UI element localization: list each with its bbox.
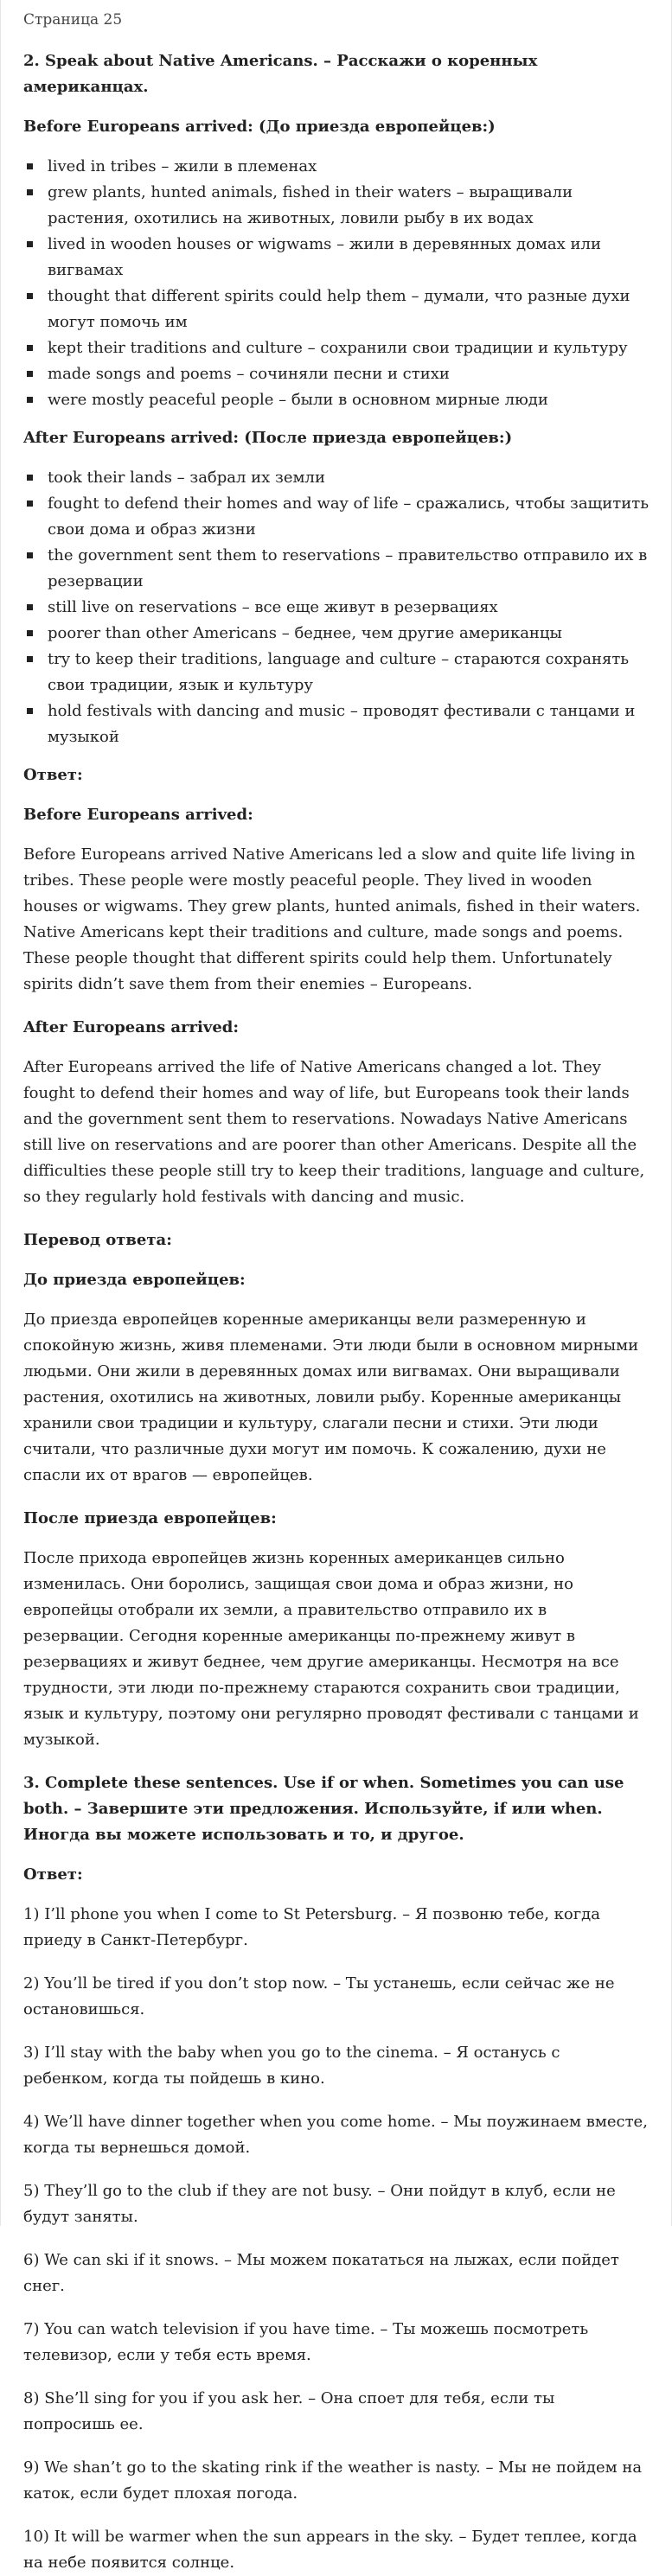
sentence-item: 2) You’ll be tired if you don’t stop now. – Ты устанешь, если сейчас же не остановишься.: [23, 1974, 615, 2018]
list-item: still live on reservations – все еще живут в резервациях: [48, 595, 649, 621]
list-item: kept their traditions and culture – сохранили свои традиции и культуру: [48, 335, 649, 361]
list-item: grew plants, hunted animals, fished in their waters – выращивали растения, охотились на животных, ловили рыбу в их водах: [48, 180, 649, 232]
list-item: the government sent them to reservations – правительство отправило их в резервации: [48, 543, 649, 595]
answer-after-heading: After Europeans arrived:: [23, 1018, 240, 1036]
translation-before-paragraph: До приезда европейцев коренные американцы вели размеренную и спокойную жизнь, живя племенами. Эти люди были в основном мирными людьми. Они жили в деревянных домах или вигвамах. Они выращивали растения, охотились на животных, ловили рыбу. Коренные американцы хранили свои традиции и культуру, слагали песни и стихи. Эти люди считали, что различные духи могут им помочь. К сожалению, духи не спасли их от врагов — европейцев.: [23, 1310, 639, 1484]
list-item: took their lands – забрал их земли: [48, 465, 649, 491]
list-item: lived in tribes – жили в племенах: [48, 154, 649, 180]
before-list: [23, 154, 649, 413]
answer-before-heading: Before Europeans arrived:: [23, 806, 253, 824]
answer-label: Ответ:: [23, 766, 83, 784]
task2-heading: 2. Speak about Native Americans. – Расскажи о коренных американцах.: [23, 52, 538, 96]
answer-before-paragraph: Before Europeans arrived Native Americans led a slow and quite life living in tribes. These people were mostly peaceful people. They lived in wooden houses or wigwams. They grew plants, hunted animals, fished in their waters. Native Americans kept their traditions and culture, made songs and poems. These people thought that different spirits could help them. Unfortunately spirits didn’t save them from their enemies – Europeans.: [23, 845, 641, 993]
answer-after-paragraph: After Europeans arrived the life of Native Americans changed a lot. They fought to defend their homes and way of life, but Europeans took their lands and the government sent them to reservations. Nowadays Native Americans still live on reservations and are poorer than other Americans. Despite all the difficulties these people still try to keep their traditions, language and culture, so they regularly hold festivals with dancing and music.: [23, 1058, 645, 1206]
translation-before-heading: До приезда европейцев:: [23, 1271, 246, 1289]
translation-after-heading: После приезда европейцев:: [23, 1509, 277, 1527]
sentence-item: 6) We can ski if it snows. – Мы можем покататься на лыжах, если пойдет снег.: [23, 2251, 619, 2295]
list-item: hold festivals with dancing and music – проводят фестивали с танцами и музыкой: [48, 698, 649, 750]
sentence-item: 4) We’ll have dinner together when you come home. – Мы поужинаем вместе, когда ты вернешься домой.: [23, 2113, 648, 2157]
sentence-item: 5) They’ll go to the club if they are not busy. – Они пойдут в клуб, если не будут заняты.: [23, 2182, 616, 2226]
sentence-item: 7) You can watch television if you have time. – Ты можешь посмотреть телевизор, если у тебя есть время.: [23, 2320, 589, 2364]
list-item: lived in wooden houses or wigwams – жили в деревянных домах или вигвамах: [48, 232, 649, 284]
task3-answer-label: Ответ:: [23, 1865, 83, 1884]
page-number: Страница 25: [23, 11, 123, 29]
after-list: [23, 465, 649, 750]
sentence-item: 8) She’ll sing for you if you ask her. – Она споет для тебя, если ты попросишь ее.: [23, 2389, 555, 2433]
list-item: try to keep their traditions, language and culture – стараются сохранять свои традиции, язык и культуру: [48, 647, 649, 698]
list-item: were mostly peaceful people – были в основном мирные люди: [48, 387, 649, 413]
list-item: poorer than other Americans – беднее, чем другие американцы: [48, 621, 649, 647]
list-item: made songs and poems – сочиняли песни и стихи: [48, 361, 649, 387]
list-item: thought that different spirits could help them – думали, что разные духи могут помочь им: [48, 284, 649, 335]
sentence-item: 3) I’ll stay with the baby when you go to the cinema. – Я останусь с ребенком, когда ты пойдешь в кино.: [23, 2044, 560, 2088]
after-heading: After Europeans arrived: (После приезда европейцев:): [23, 429, 513, 447]
translation-after-paragraph: После прихода европейцев жизнь коренных американцев сильно изменилась. Они боролись, защищая свои дома и образ жизни, но европейцы отобрали их земли, а правительство отправило их в резервации. Сегодня коренные американцы по-прежнему живут в резервациях и живут беднее, чем другие американцы. Несмотря на все трудности, эти люди по-прежнему стараются сохранить свои традиции, язык и культуру, поэтому они регулярно проводят фестивали с танцами и музыкой.: [23, 1549, 639, 1749]
before-heading: Before Europeans arrived: (До приезда европейцев:): [23, 118, 496, 136]
list-item: fought to defend their homes and way of life – сражались, чтобы защитить свои дома и образ жизни: [48, 491, 649, 543]
task3-heading: 3. Complete these sentences. Use if or when. Sometimes you can use both. – Завершите эти предложения. Используйте, if или when. Иногда вы можете использовать и то, и другое.: [23, 1774, 624, 1844]
sentence-item: 9) We shan’t go to the skating rink if the weather is nasty. – Мы не пойдем на каток, если будет плохая погода.: [23, 2458, 643, 2503]
sentence-item: 10) It will be warmer when the sun appears in the sky. – Будет теплее, когда на небе появится солнце.: [23, 2528, 637, 2572]
sentence-item: 1) I’ll phone you when I come to St Petersburg. – Я позвоню тебе, когда приеду в Санкт-Петербург.: [23, 1905, 600, 1949]
translation-label: Перевод ответа:: [23, 1231, 172, 1249]
